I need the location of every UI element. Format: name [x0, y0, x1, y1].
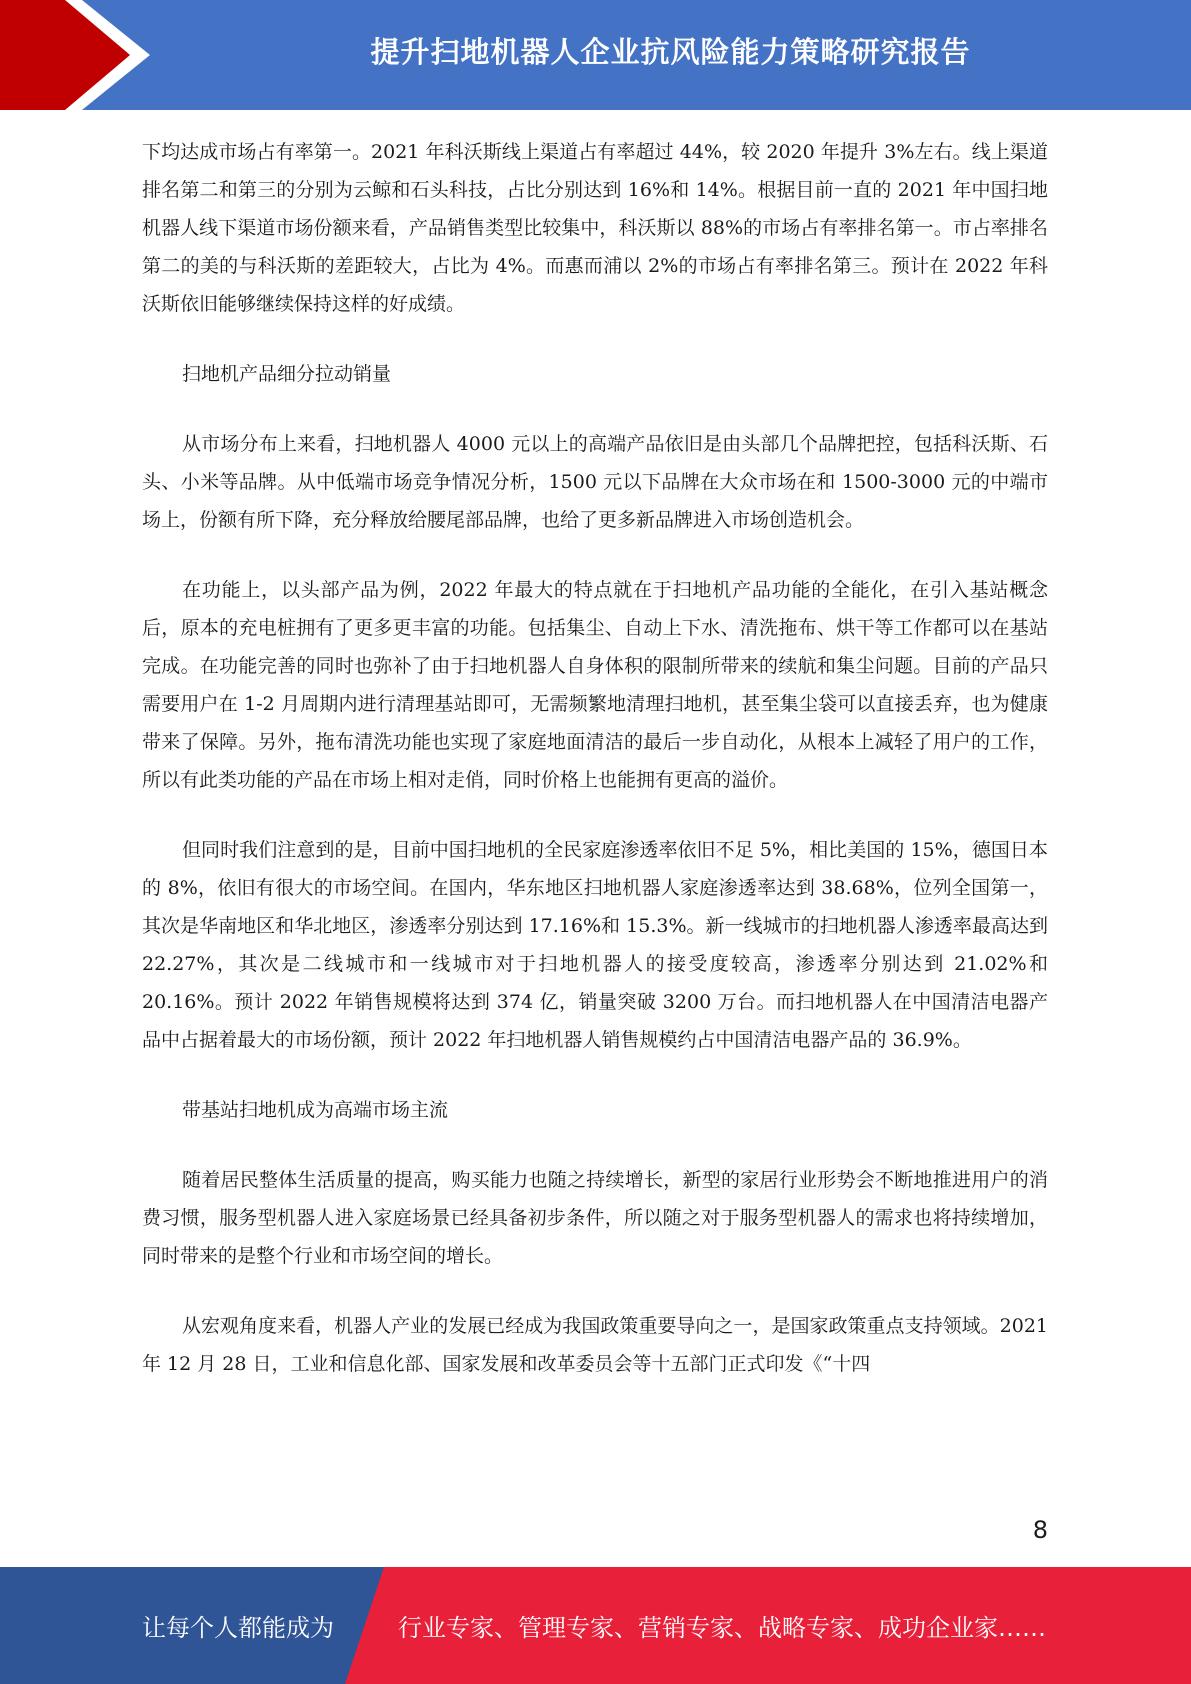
red-chevron-decoration	[0, 0, 150, 110]
footer-slogan-left: 让每个人都能成为	[142, 1614, 334, 1642]
body-paragraph: 但同时我们注意到的是，目前中国扫地机的全民家庭渗透率依旧不足 5%，相比美国的 15%，德国日本的 8%，依旧有很大的市场空间。在国内，华东地区扫地机器人家庭渗透率达到 38.68%，位列全国第一，其次是华南地区和华北地区，渗透率分别达到 17.16%和 15.3%。新一线城市的扫地机器人渗透率最高达到 22.27%，其次是二线城市和一线城市对于扫地机器人的接受度较高，渗透率分别达到 21.02%和 20.16%。预计 2022 年销售规模将达到 374 亿，销量突破 3200 万台。而扫地机器人在中国清洁电器产品中占据着最大的市场份额，预计 2022 年扫地机器人销售规模约占中国清洁电器产品的 36.9%。	[142, 839, 1048, 1051]
footer-slogan-right: 行业专家、管理专家、营销专家、战略专家、成功企业家……	[398, 1614, 1046, 1642]
body-paragraph: 随着居民整体生活质量的提高，购买能力也随之持续增长，新型的家居行业形势会不断地推进用户的消费习惯，服务型机器人进入家庭场景已经具备初步条件，所以随之对于服务型机器人的需求也将持续增加，同时带来的是整个行业和市场空间的增长。	[142, 1169, 1048, 1267]
body-content	[142, 133, 1048, 1415]
section-heading: 带基站扫地机成为高端市场主流	[182, 1099, 449, 1121]
document-title: 提升扫地机器人企业抗风险能力策略研究报告	[370, 34, 971, 69]
page-header	[0, 0, 1191, 110]
body-paragraph: 从市场分布上来看，扫地机器人 4000 元以上的高端产品依旧是由头部几个品牌把控，包括科沃斯、石头、小米等品牌。从中低端市场竞争情况分析，1500 元以下品牌在大众市场在和 1500-3000 元的中端市场上，份额有所下降，充分释放给腰尾部品牌，也给了更多新品牌进入市场创造机会。	[142, 433, 1048, 531]
page-footer	[0, 1567, 1191, 1684]
page-number: 8	[1032, 1516, 1048, 1544]
body-paragraph: 从宏观角度来看，机器人产业的发展已经成为我国政策重要导向之一，是国家政策重点支持领域。2021 年 12 月 28 日，工业和信息化部、国家发展和改革委员会等十五部门正式印发《“十四	[142, 1315, 1048, 1375]
body-paragraph: 在功能上，以头部产品为例，2022 年最大的特点就在于扫地机产品功能的全能化，在引入基站概念后，原本的充电桩拥有了更多更丰富的功能。包括集尘、自动上下水、清洗拖布、烘干等工作都可以在基站完成。在功能完善的同时也弥补了由于扫地机器人自身体积的限制所带来的续航和集尘问题。目前的产品只需要用户在 1-2 月周期内进行清理基站即可，无需频繁地清理扫地机，甚至集尘袋可以直接丢弃，也为健康带来了保障。另外，拖布清洗功能也实现了家庭地面清洁的最后一步自动化，从根本上减轻了用户的工作，所以有此类功能的产品在市场上相对走俏，同时价格上也能拥有更高的溢价。	[142, 579, 1048, 791]
section-heading: 扫地机产品细分拉动销量	[182, 363, 392, 385]
body-paragraph: 下均达成市场占有率第一。2021 年科沃斯线上渠道占有率超过 44%，较 2020 年提升 3%左右。线上渠道排名第二和第三的分别为云鲸和石头科技，占比分别达到 16%和 14%。根据目前一直的 2021 年中国扫地机器人线下渠道市场份额来看，产品销售类型比较集中，科沃斯以 88%的市场占有率排名第一。市占率排名第二的美的与科沃斯的差距较大，占比为 4%。而惠而浦以 2%的市场占有率排名第三。预计在 2022 年科沃斯依旧能够继续保持这样的好成绩。	[142, 141, 1048, 315]
